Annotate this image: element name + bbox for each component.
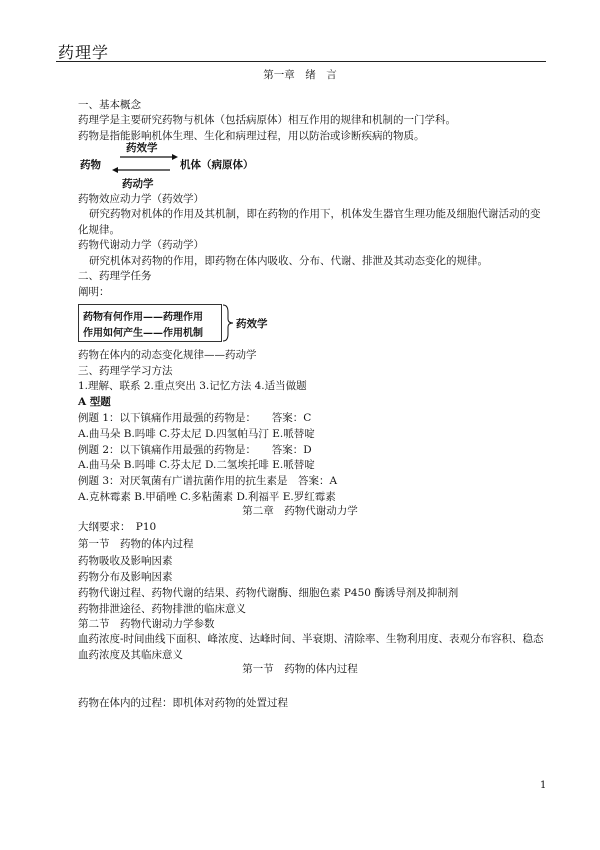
- sec2-heading: 二、药理学任务: [78, 270, 152, 282]
- chapter1-title: 第一章 绪 言: [263, 69, 337, 81]
- brace-icon: [221, 304, 235, 342]
- question-1-options: A.曲马朵 B.吗啡 C.芬太尼 D.四氢帕马汀 E.哌替啶: [78, 428, 315, 440]
- type-a-label: A 型题: [78, 396, 111, 408]
- section2-title: 第二节 药物代谢动力学参数: [78, 618, 215, 630]
- outline-requirement: 大纲要求： P10: [78, 521, 157, 533]
- tasks-line2: 作用如何产生——作用机制: [83, 328, 203, 339]
- sec2-explain: 阐明：: [78, 286, 110, 298]
- document-title: 药理学: [58, 43, 110, 62]
- tasks-box: [78, 304, 222, 342]
- left-arrow-head: [112, 167, 118, 173]
- tasks-pd-label: 药效学: [236, 318, 268, 330]
- question-2: 例题 2：以下镇痛作用最强的药物是： 答案：D: [78, 444, 312, 456]
- question-3: 例题 3：对厌氧菌有广谱抗菌作用的抗生素是 答案：A: [78, 475, 338, 487]
- tasks-line1: 药物有何作用——药理作用: [83, 312, 203, 323]
- sec1-heading: 一、基本概念: [78, 99, 141, 111]
- outline-item-4: 药物排泄途径、药物排泄的临床意义: [78, 603, 246, 615]
- outline-item-3: 药物代谢过程、药物代谢的结果、药物代谢酶、细胞色素 P450 酶诱导剂及抑制剂: [78, 587, 459, 599]
- outline-item-2: 药物分布及影响因素: [78, 571, 173, 583]
- question-1: 例题 1：以下镇痛作用最强的药物是： 答案：C: [78, 412, 312, 424]
- pk-desc: 研究机体对药物的作用，即药物在体内吸收、分布、代谢、排泄及其动态变化的规律。: [89, 255, 488, 267]
- diagram-pd-label: 药效学: [126, 142, 158, 154]
- header-rule: [56, 61, 546, 62]
- pd-title: 药物效应动力学（药效学）: [78, 193, 204, 205]
- sec1-p1: 药理学是主要研究药物与机体（包括病原体）相互作用的规律和机制的一门学科。: [78, 114, 456, 126]
- outline-item-1: 药物吸收及影响因素: [78, 555, 173, 567]
- pd-desc: 研究药物对机体的作用及其机制，即在药物的作用下，机体发生器官生理功能及细胞代谢活动的变化规律。: [78, 208, 541, 236]
- question-3-options: A.克林霉素 B.甲硝唑 C.多粘菌素 D.利福平 E.罗红霉素: [78, 491, 336, 503]
- sec3-heading: 三、药理学学习方法: [78, 365, 173, 377]
- right-arrow-head: [172, 154, 178, 160]
- diagram-body-label: 机体（病原体）: [180, 159, 254, 171]
- diagram-drug-label: 药物: [80, 159, 101, 171]
- question-2-options: A.曲马朵 B.吗啡 C.芬太尼 D.二氢埃托啡 E.哌替啶: [78, 459, 315, 471]
- section1-title-repeat: 第一节 药物的体内过程: [242, 663, 358, 675]
- sec3-methods: 1.理解、联系 2.重点突出 3.记忆方法 4.适当做题: [78, 380, 307, 392]
- diagram-arrows: [110, 150, 180, 180]
- outline-item-5: 血药浓度-时间曲线下面积、峰浓度、达峰时间、半衰期、清除率、生物利用度、表观分布容积、稳态血药浓度及其临床意义: [78, 633, 544, 661]
- disposition-text: 药物在体内的过程：即机体对药物的处置过程: [78, 697, 288, 709]
- pk-title: 药物代谢动力学（药动学）: [78, 239, 204, 251]
- chapter2-title: 第二章 药物代谢动力学: [242, 505, 358, 517]
- sec2b-text: 药物在体内的动态变化规律——药动学: [78, 349, 257, 361]
- sec1-p2: 药物是指能影响机体生理、生化和病理过程，用以防治或诊断疾病的物质。: [78, 130, 425, 142]
- section1-title: 第一节 药物的体内过程: [78, 538, 194, 550]
- page-number: 1: [540, 780, 547, 791]
- diagram-pk-label: 药动学: [122, 178, 154, 190]
